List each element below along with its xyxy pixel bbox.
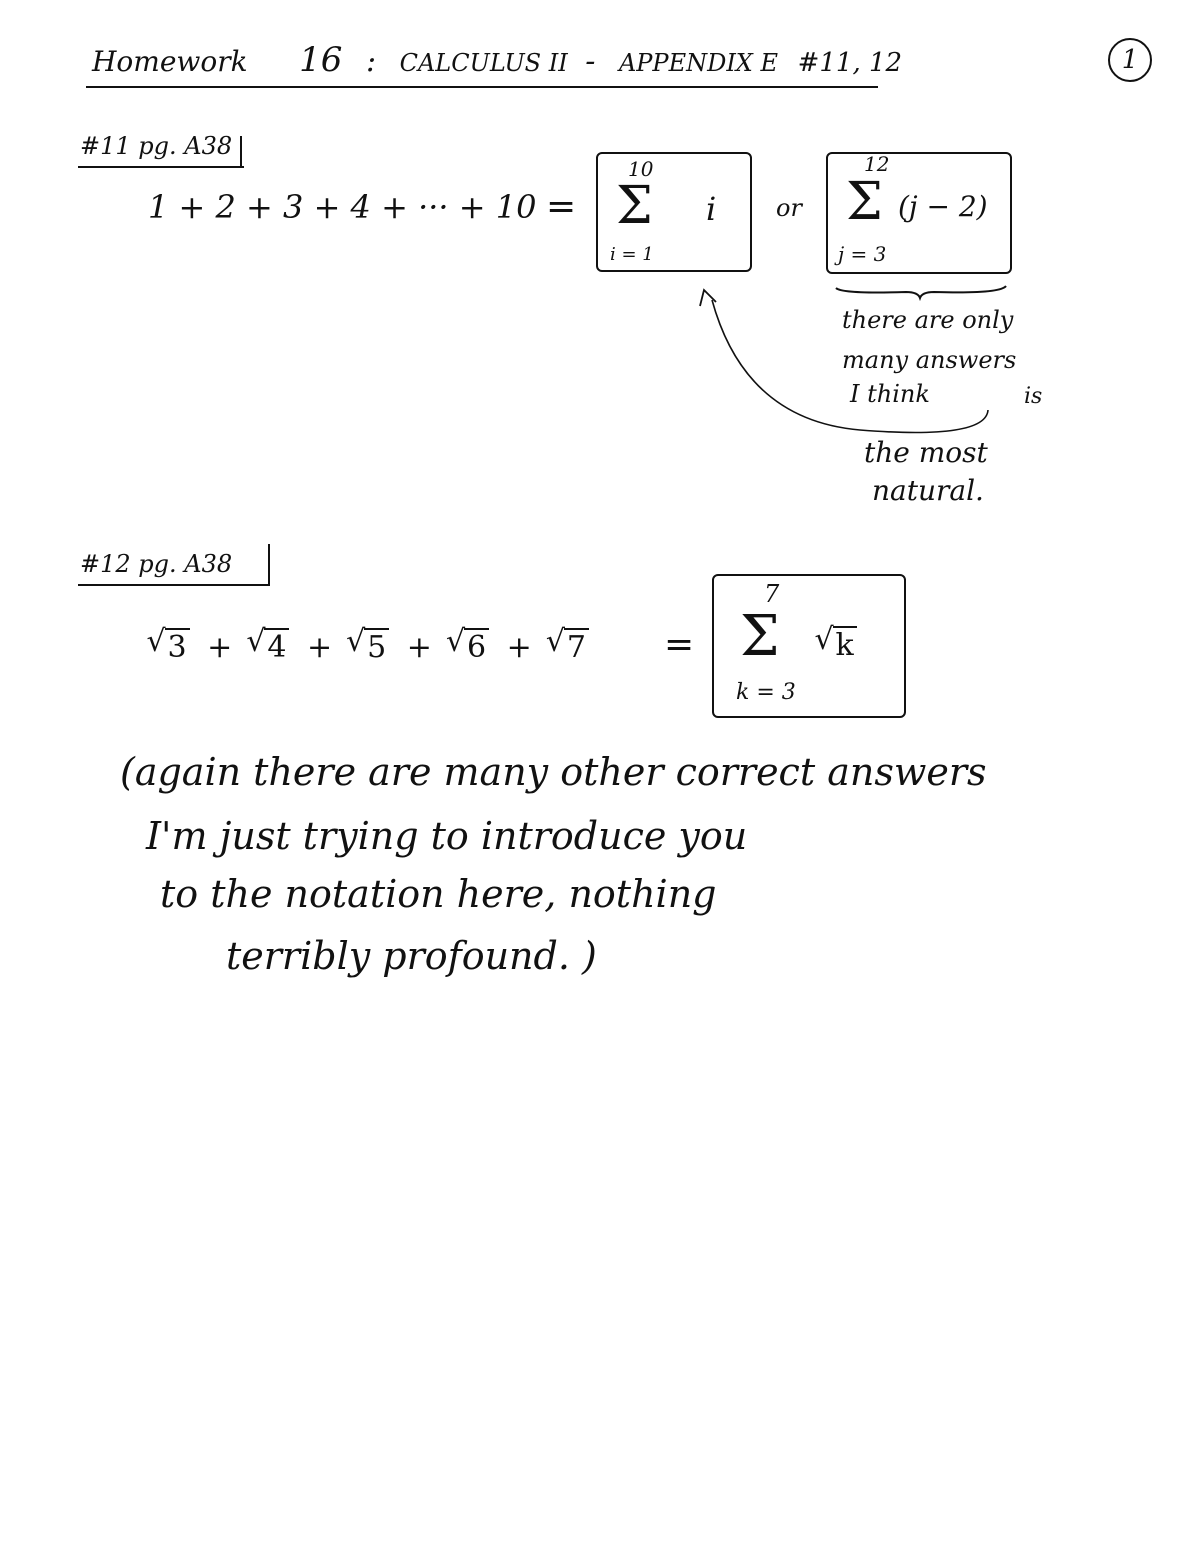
radicand: 5 bbox=[364, 628, 389, 665]
problem-11-or: or bbox=[776, 194, 802, 222]
closing-note-line-2: I'm just trying to introduce you bbox=[146, 814, 748, 858]
sqrt-term bbox=[148, 628, 190, 665]
sqrt-term bbox=[348, 628, 390, 665]
problem-11-label: #11 pg. A38 bbox=[80, 132, 233, 160]
note-line-4: is bbox=[1024, 384, 1043, 409]
answer1-lower-limit: i = 1 bbox=[610, 244, 654, 265]
plus-sign: + bbox=[406, 630, 432, 665]
problem-12-label-underline bbox=[78, 584, 270, 586]
radicand: 6 bbox=[464, 628, 489, 665]
answer2-lower-limit: j = 3 bbox=[838, 242, 887, 266]
radicand: 4 bbox=[264, 628, 289, 665]
problem-11-lhs: 1 + 2 + 3 + 4 + ··· + 10 bbox=[148, 188, 537, 226]
problem-11-equals: = bbox=[546, 186, 577, 227]
problem-12-equals: = bbox=[664, 624, 695, 665]
appendix-label: APPENDIX E bbox=[618, 49, 779, 77]
radicand: 3 bbox=[165, 628, 190, 665]
course-name: CALCULUS II bbox=[399, 49, 568, 77]
radicand: 7 bbox=[564, 628, 589, 665]
sqrt-term bbox=[447, 628, 489, 665]
note-line-5: the most bbox=[864, 436, 988, 469]
closing-note-line-1: (again there are many other correct answers bbox=[120, 750, 987, 794]
homework-label: Homework bbox=[92, 45, 248, 78]
problem-12-lhs bbox=[148, 628, 591, 665]
problem-12-label: #12 pg. A38 bbox=[80, 550, 233, 578]
plus-sign: + bbox=[506, 630, 532, 665]
radicand-k: k bbox=[833, 626, 857, 663]
answer1-sigma: Σ bbox=[616, 176, 653, 236]
answer3-lower-limit: k = 3 bbox=[736, 680, 796, 705]
answer2-sigma: Σ bbox=[846, 172, 883, 232]
header-sep2: - bbox=[585, 44, 596, 79]
answer1-upper-limit: 10 bbox=[628, 157, 654, 181]
answer3-sigma: Σ bbox=[740, 604, 780, 669]
homework-number: 16 bbox=[299, 40, 343, 80]
header-sep1: : bbox=[365, 44, 377, 79]
plus-sign: + bbox=[306, 630, 333, 665]
answer3-upper-limit: 7 bbox=[764, 580, 780, 608]
problem-12-label-bar bbox=[268, 544, 270, 586]
answer1-summand: i bbox=[706, 190, 717, 228]
brace-under-answer2 bbox=[836, 286, 1006, 298]
plus-sign: + bbox=[207, 630, 233, 665]
note-line-2: many answers bbox=[842, 346, 1017, 374]
sqrt-k bbox=[816, 626, 857, 663]
answer2-summand: (j − 2) bbox=[898, 190, 988, 223]
note-line-1: there are only bbox=[842, 306, 1014, 334]
closing-note-line-3: to the notation here, nothing bbox=[160, 872, 717, 916]
problem-numbers: #11, 12 bbox=[797, 48, 903, 78]
sqrt-term bbox=[248, 628, 290, 665]
note-line-3: I think bbox=[850, 380, 930, 408]
sqrt-term bbox=[547, 628, 589, 665]
note-line-6: natural. bbox=[872, 474, 984, 507]
page-number: 1 bbox=[1121, 45, 1139, 75]
answer2-upper-limit: 12 bbox=[864, 152, 890, 176]
curved-arrow bbox=[712, 300, 988, 433]
closing-note-line-4: terribly profound. ) bbox=[226, 934, 597, 978]
answer3-summand bbox=[816, 626, 859, 663]
